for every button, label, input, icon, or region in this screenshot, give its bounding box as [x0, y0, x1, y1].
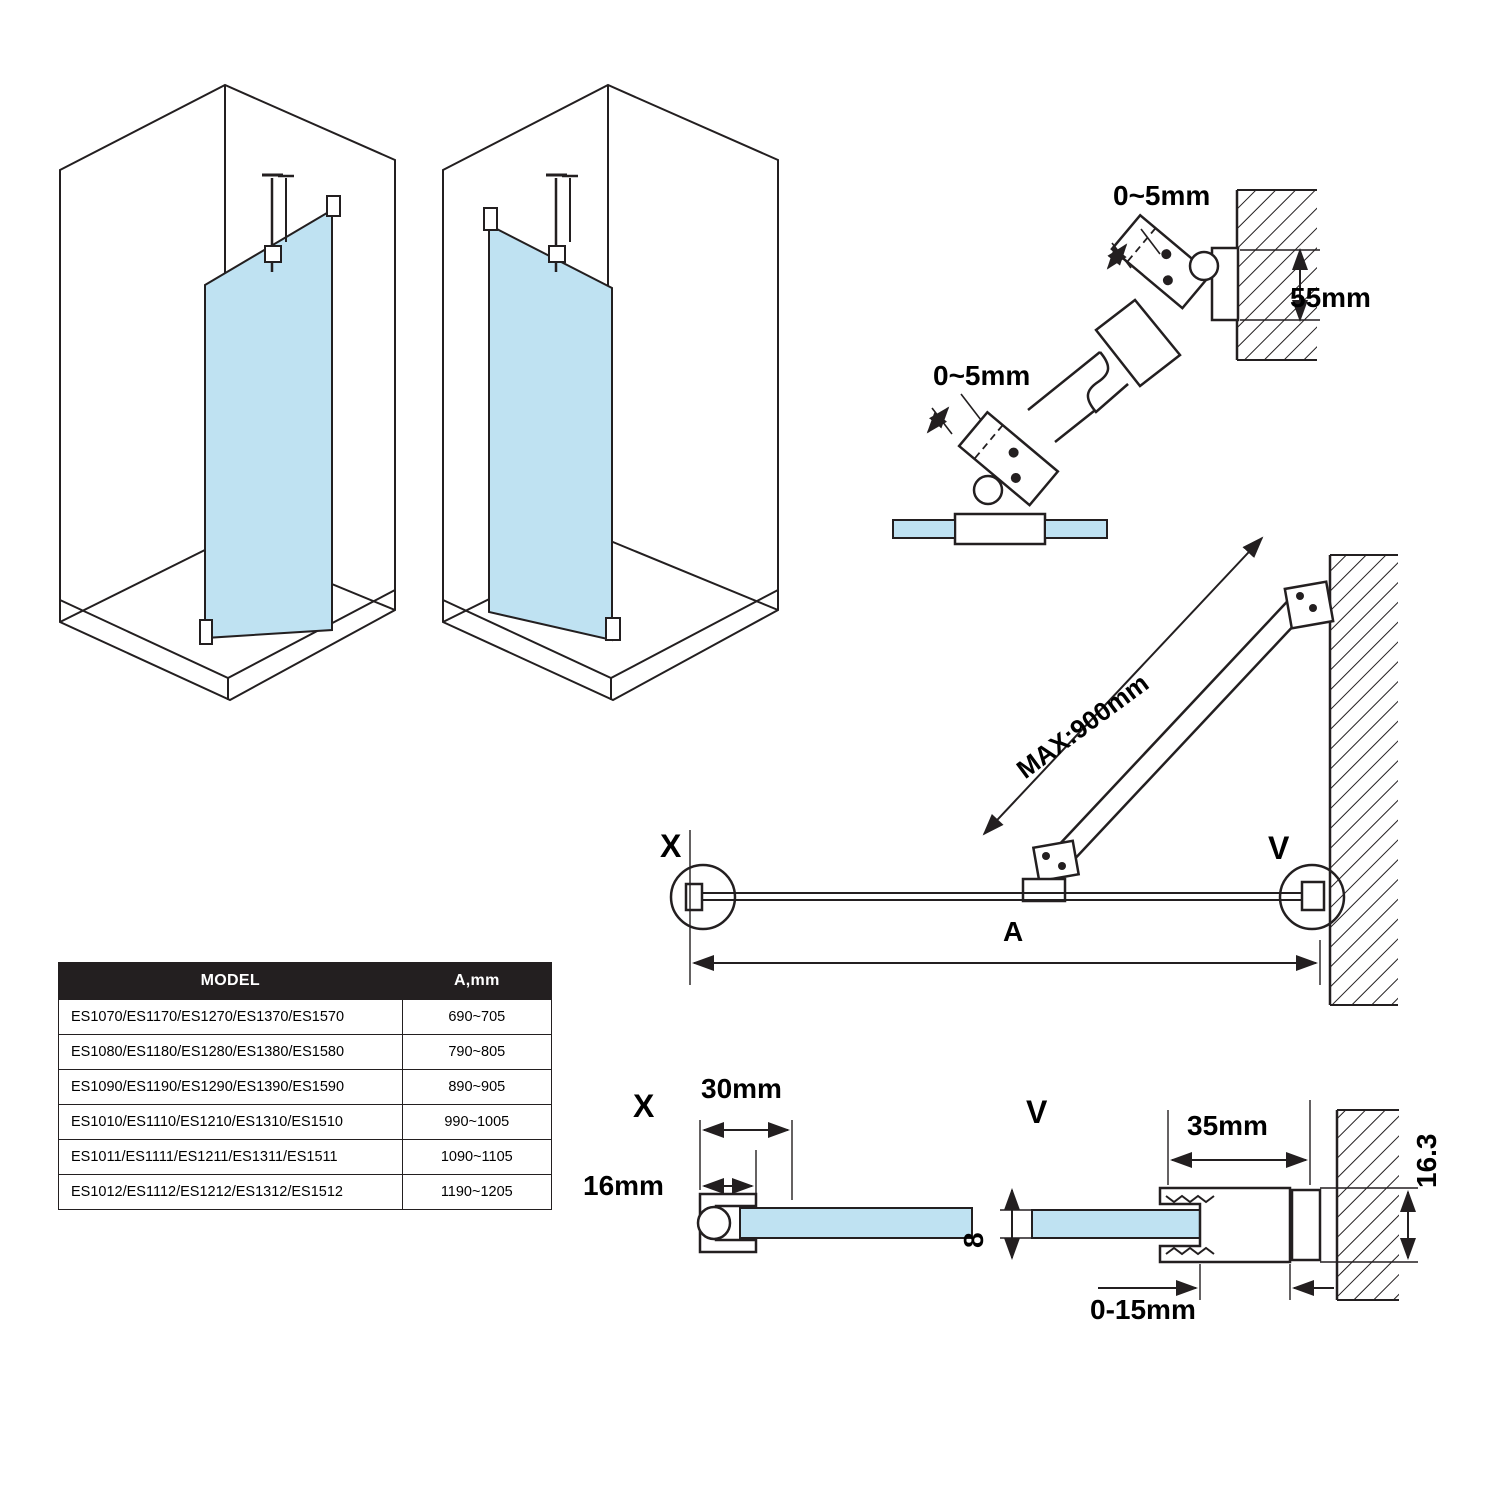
cell-model: ES1080/ES1180/ES1280/ES1380/ES1580 — [59, 1035, 403, 1070]
iso-view-left — [60, 85, 395, 700]
callout-bracket-gap-bottom: 0~5mm — [933, 360, 1031, 391]
cell-model: ES1011/ES1111/ES1211/ES1311/ES1511 — [59, 1140, 403, 1175]
iso-view-right — [443, 85, 778, 700]
table-row — [59, 1070, 552, 1105]
callout-glass-thickness: 8 — [958, 1232, 989, 1248]
callout-profile-x-width: 30mm — [701, 1073, 782, 1104]
callout-dim-a: A — [1003, 916, 1024, 947]
marker-detail-v: V — [1268, 830, 1290, 866]
callout-profile-v-height: 16.3 — [1411, 1133, 1442, 1188]
model-spec-table — [58, 962, 552, 1210]
callout-bracket-gap-top: 0~5mm — [1113, 180, 1211, 211]
table-row — [59, 1105, 552, 1140]
detail-x-profile — [698, 1120, 972, 1252]
marker-detail-x: X — [660, 828, 682, 864]
cell-model: ES1010/ES1110/ES1210/ES1310/ES1510 — [59, 1105, 403, 1140]
cell-a: 1190~1205 — [402, 1175, 551, 1210]
cell-a: 690~705 — [402, 1000, 551, 1035]
callout-profile-v-width: 35mm — [1187, 1110, 1268, 1141]
marker-profile-x: X — [633, 1088, 655, 1124]
table-row — [59, 1035, 552, 1070]
column-header-model: MODEL — [59, 963, 403, 1000]
column-header-a: A,mm — [402, 963, 551, 1000]
cell-model: ES1070/ES1170/ES1270/ES1370/ES1570 — [59, 1000, 403, 1035]
callout-wall-adjust: 0-15mm — [1090, 1294, 1196, 1325]
table-row — [59, 1175, 552, 1210]
marker-profile-v: V — [1026, 1094, 1048, 1130]
callout-bar-max-length: MAX:900mm — [1010, 667, 1155, 785]
callout-profile-x-inner: 16mm — [583, 1170, 664, 1201]
cell-a: 990~1005 — [402, 1105, 551, 1140]
table-row — [59, 1000, 552, 1035]
cell-model: ES1090/ES1190/ES1290/ES1390/ES1590 — [59, 1070, 403, 1105]
cell-a: 890~905 — [402, 1070, 551, 1105]
cell-a: 1090~1105 — [402, 1140, 551, 1175]
table-row — [59, 1140, 552, 1175]
table-header-row — [59, 963, 552, 1000]
callout-wall-plate-height: 55mm — [1290, 282, 1371, 313]
cell-model: ES1012/ES1112/ES1212/ES1312/ES1512 — [59, 1175, 403, 1210]
cell-a: 790~805 — [402, 1035, 551, 1070]
